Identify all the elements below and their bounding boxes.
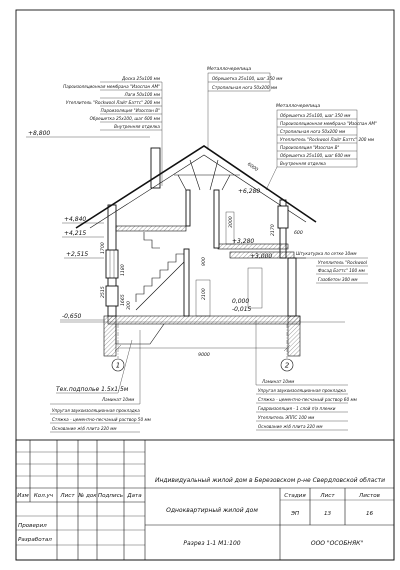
col-header-sign: Подпись: [97, 493, 124, 499]
svg-text:Утеплитель "Rockwool Лайт Батт: Утеплитель "Rockwool Лайт Баттс" 200 мм: [280, 137, 375, 142]
col-header-list: Лист: [60, 493, 75, 499]
svg-text:Доска 25х100 мм: Доска 25х100 мм: [121, 76, 160, 81]
svg-text:Лаги 50х100 мм: Лаги 50х100 мм: [124, 92, 160, 97]
sheets-value: 16: [365, 511, 374, 517]
dim-1180: 1180: [121, 264, 126, 276]
svg-text:Штукатурка по сетке 10мм: Штукатурка по сетке 10мм: [296, 251, 357, 256]
level-eave-lower: +4,215: [64, 230, 87, 237]
title-sheet: Разрез 1-1 М1:100: [183, 540, 241, 547]
svg-text:Упругая звукоизоляционная прок: Упругая звукоизоляционная прокладка: [258, 388, 346, 393]
level-ground-floor: 0,000: [232, 298, 250, 305]
svg-text:Стяжка - цементно-песчаный рас: Стяжка - цементно-песчаный раствор 50 мм: [52, 417, 151, 422]
svg-text:Пароизоляционная мембрана "Изо: Пароизоляционная мембрана "Изоспан АМ": [280, 121, 377, 126]
note-tech-underground: Тех.подполье 1.5х1.5м: [56, 386, 129, 393]
axis-label-2: 2: [284, 361, 290, 370]
stage-label: Стадия: [284, 493, 306, 499]
level-eave-upper: +4,840: [64, 216, 87, 223]
svg-text:Обрешетка 25х100, шаг 350 мм: Обрешетка 25х100, шаг 350 мм: [280, 113, 351, 118]
svg-text:Фасад Баттс" 100 мм: Фасад Баттс" 100 мм: [318, 268, 365, 273]
col-header-izm: Изм: [17, 493, 29, 499]
svg-text:Газобетон 300 мм: Газобетон 300 мм: [318, 277, 358, 282]
svg-text:Пароизоляция "Изоспан В": Пароизоляция "Изоспан В": [100, 108, 160, 113]
svg-text:Утеплитель ЭППС 100 мм: Утеплитель ЭППС 100 мм: [258, 415, 315, 420]
dim-1665: 1665: [121, 294, 126, 306]
svg-text:Упругая звукоизоляционная прок: Упругая звукоизоляционная прокладка: [52, 408, 140, 413]
col-header-kol: Кол.уч: [33, 493, 54, 499]
dim-2100: 2100: [202, 288, 207, 300]
svg-text:Основание ж\б плита 220 мм: Основание ж\б плита 220 мм: [258, 424, 323, 429]
svg-text:Стропильная нога 50х200 мм: Стропильная нога 50х200 мм: [280, 129, 346, 134]
note-floor-right: [256, 320, 357, 430]
svg-text:Металлочерепица: Металлочерепица: [276, 104, 321, 109]
dim-3000: 3000: [229, 216, 234, 228]
svg-text:Стропильная нога 50х200 мм: Стропильная нога 50х200 мм: [212, 85, 278, 90]
title-project: Индивидуальный жилой дом в Березовском р-не Свердловской области: [154, 477, 386, 484]
dim-1700: 1700: [101, 242, 106, 254]
svg-text:Обрешетка 25х100, шаг 600 мм: Обрешетка 25х100, шаг 600 мм: [89, 116, 160, 121]
svg-text:Стяжка - цементно-песчаный рас: Стяжка - цементно-песчаный раствор 60 мм: [258, 397, 357, 402]
col-header-doc: № док: [78, 493, 97, 499]
level-ridge: +8,800: [28, 130, 51, 137]
svg-text:Утеплитель "Rockwool: Утеплитель "Rockwool: [318, 260, 368, 265]
svg-text:Гидроизоляция - 1 слой п\э пле: Гидроизоляция - 1 слой п\э пленки: [258, 406, 336, 411]
level-first-ceiling: +3,000: [250, 253, 273, 260]
dim-300: 300: [127, 301, 132, 310]
dim-2515: 2515: [101, 286, 106, 298]
svg-text:Основание ж\б плита 220 мм: Основание ж\б плита 220 мм: [52, 426, 117, 431]
note-roof-left: [63, 76, 162, 186]
svg-text:Обрешетка 25х100, шаг 350 мм: Обрешетка 25х100, шаг 350 мм: [212, 76, 283, 81]
sheets-label: Листов: [359, 493, 380, 499]
level-ground: -0,650: [62, 313, 82, 320]
svg-text:Обрешетка 25х100, шаг 600 мм: Обрешетка 25х100, шаг 600 мм: [280, 153, 351, 158]
note-roof-top: [207, 66, 282, 150]
row-developed: Разработал: [18, 537, 52, 543]
level-attic: +6,280: [238, 188, 261, 195]
svg-text:Внутренняя отделка: Внутренняя отделка: [114, 124, 160, 129]
dim-overall-width: 9000: [198, 353, 210, 358]
note-wall: [296, 251, 368, 283]
svg-text:Ламинат 10мм: Ламинат 10мм: [262, 379, 295, 384]
note-floor-left: [50, 330, 151, 432]
dim-2170: 2170: [271, 224, 276, 236]
svg-text:Внутренняя отделка: Внутренняя отделка: [280, 161, 326, 166]
sheet-label: Лист: [320, 493, 335, 499]
svg-text:Ламинат 10мм: Ламинат 10мм: [102, 397, 135, 402]
svg-text:Утеплитель "Rockwool Лайт Батт: Утеплитель "Rockwool Лайт Баттс" 200 мм: [65, 100, 160, 105]
title-building: Одноквартирный жилой дом: [166, 507, 258, 514]
note-roof-right: [266, 103, 377, 190]
level-window-sill: +2,515: [66, 251, 89, 258]
title-company: ООО "ОСОБНЯК": [310, 540, 364, 547]
level-first-top: +3,280: [232, 238, 255, 245]
svg-text:Пароизоляционная мембрана "Изо: Пароизоляционная мембрана "Изоспан АМ": [63, 84, 160, 89]
level-marks: [26, 130, 272, 320]
sheet-value: 13: [323, 511, 332, 517]
level-ground-floor-alt: -0,015: [232, 306, 252, 313]
axis-label-1: 1: [115, 361, 121, 370]
dim-600: 600: [294, 231, 303, 236]
row-checked: Проверил: [18, 523, 47, 529]
svg-text:Пароизоляция "Изоспан В": Пароизоляция "Изоспан В": [280, 145, 340, 150]
stage-value: ЭП: [290, 511, 300, 517]
col-header-date: Дата: [127, 493, 142, 499]
svg-text:Металлочерепица: Металлочерепица: [207, 67, 252, 72]
dim-rafter: 6000: [246, 162, 259, 173]
dim-900: 900: [202, 257, 207, 266]
